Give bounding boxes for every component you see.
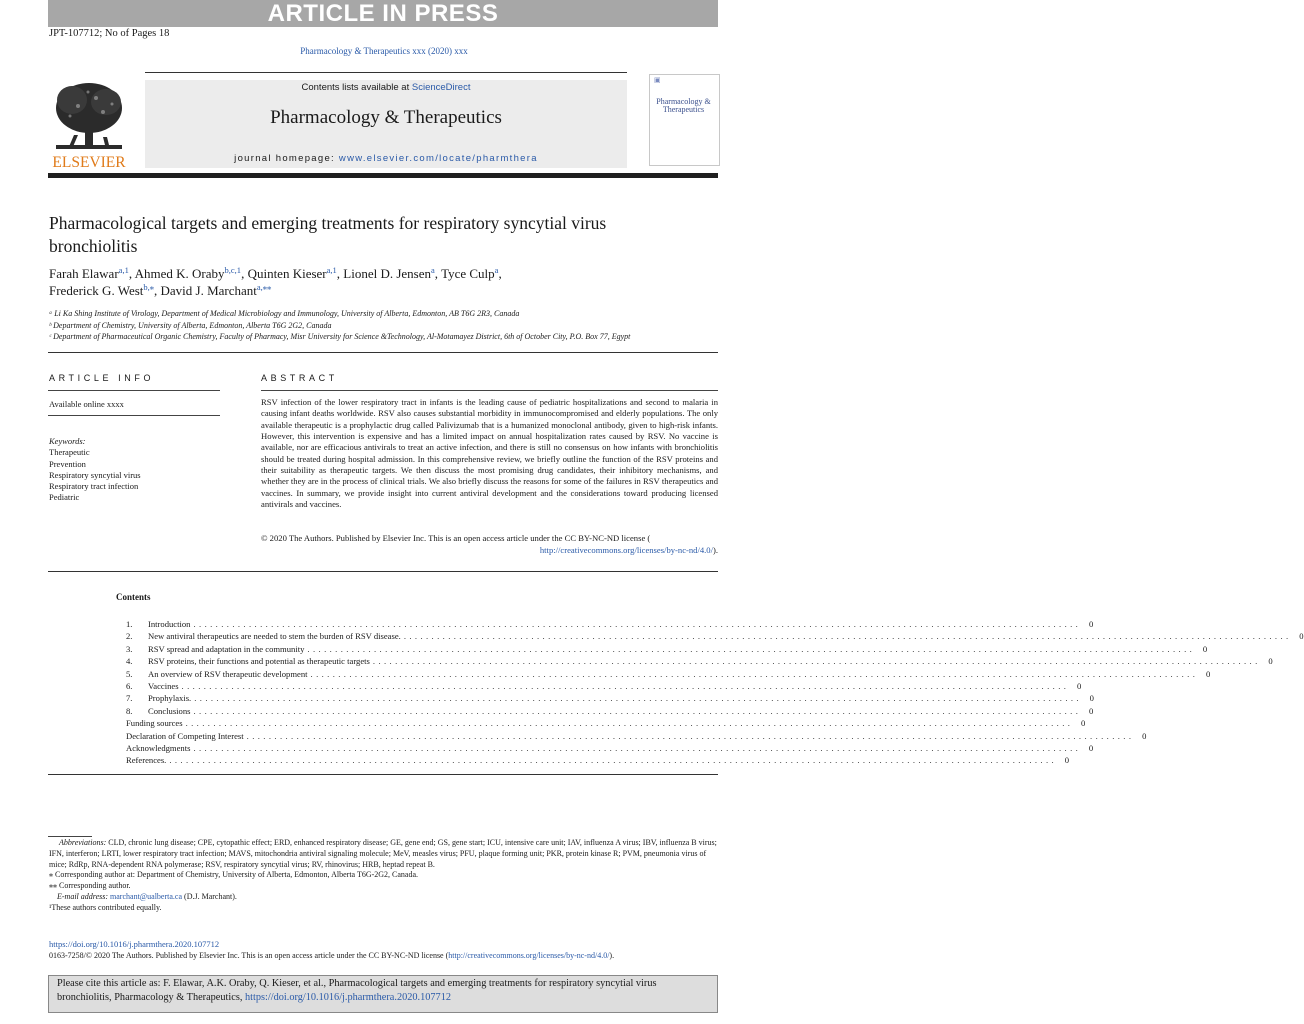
- toc-leader-dots: ................................................................................................................................................................: [307, 643, 1196, 654]
- toc-entry-number: 5.: [126, 668, 133, 679]
- author-name[interactable]: Lionel D. Jensen: [343, 266, 432, 281]
- toc-entry-label[interactable]: Vaccines: [148, 680, 179, 691]
- keyword: Respiratory syncytial virus: [49, 469, 141, 480]
- toc-entry-label[interactable]: Declaration of Competing Interest: [126, 730, 244, 741]
- toc-entry[interactable]: [126, 643, 1208, 656]
- toc-leader-dots: ................................................................................................................................................................: [193, 705, 1082, 716]
- toc-entry-page: 0: [1205, 668, 1211, 679]
- toc-leader-dots: ................................................................................................................................................................: [246, 730, 1135, 741]
- toc-leader-dots: ................................................................................................................................................................: [372, 656, 1261, 667]
- toc-entry-number: 4.: [126, 656, 133, 667]
- header-top-rule: [145, 72, 627, 73]
- journal-cover-thumbnail[interactable]: [649, 74, 720, 166]
- toc-entry-number: 8.: [126, 705, 133, 716]
- article-title: Pharmacological targets and emerging treatments for respiratory syncytial virus bronchiolitis: [49, 213, 607, 256]
- toc-leader-dots: ................................................................................................................................................................: [185, 718, 1074, 729]
- elsevier-tree-logo[interactable]: [48, 78, 130, 170]
- toc-entry-number: 2.: [126, 631, 133, 642]
- toc-entry-label[interactable]: Funding sources: [126, 718, 183, 729]
- toc-entry-number: 3.: [126, 643, 133, 654]
- toc-entry-page: 0: [1088, 619, 1094, 629]
- toc-entry-page: 0: [1088, 742, 1094, 753]
- author-affiliation-marker[interactable]: a: [431, 265, 435, 275]
- keyword: Respiratory tract infection: [49, 481, 139, 492]
- email-footnote: [49, 892, 719, 903]
- article-in-press-label: ARTICLE IN PRESS: [267, 0, 499, 27]
- affiliation: ᶜ Department of Pharmaceutical Organic Chemistry, Faculty of Pharmacy, Misr University for Science &Technology, Al-Motamayez District, 6th of October City, P.O. Box 77, Egypt: [49, 332, 631, 341]
- author-list: [49, 265, 689, 299]
- keyword: Therapeutic: [49, 447, 90, 458]
- keyword: Pediatric: [49, 492, 80, 503]
- toc-leader-dots: ................................................................................................................................................................: [310, 668, 1199, 679]
- homepage-prefix: journal homepage:: [234, 153, 339, 164]
- abbreviations-text: CLD, chronic lung disease; CPE, cytopathic effect; ERD, enhanced respiratory disease; GE, gene end; GS, gene start; ICU, intensive care unit; IAV, influenza A virus; IBV, influenza B virus; IFN, interferon; LRTI, lower respiratory tract infection; MAVS, mitochondria antiviral signaling molecule; MeV, measles virus; PFU, plaque forming unit; PKR, protein kinase R; PVM, pneumonia virus of mice; RdRp, RNA-dependent RNA polymerase; RSV, respiratory syncytial virus; RV, rhinovirus; HRB, heptad repeat B.: [49, 838, 717, 869]
- abbreviations-label: Abbreviations:: [59, 838, 107, 847]
- author-name[interactable]: Ahmed K. Oraby: [134, 266, 225, 281]
- toc-entry-page: 0: [1089, 693, 1094, 704]
- section-rule: [48, 774, 718, 775]
- footnote-rule: [48, 836, 92, 837]
- abstract-body: RSV infection of the lower respiratory tract in infants is the leading cause of pediatric hospitalizations and second to malaria in causing infant deaths worldwide. RSV also causes substantial morbidity in immunocompromised and elderly populations. The only available therapeutic is a prophylactic drug called Palivizumab that is a humanized monoclonal antibody, given to high-risk infants. However, this intervention is expensive and has a limited impact on annual hospitalization rates caused by RSV. No vaccine is available, nor are efficacious antivirals to treat an active infection, and there is still no consensus on how infants with bronchiolitis should be treated during hospital admission. In this comprehensive review, we briefly outline the function of the RSV proteins and their suitability as therapeutic targets. We then discuss the most promising drug candidates, their inhibitory mechanisms, and whether they are in the process of clinical trials. We also briefly discuss the reasons for some of the failures in RSV therapeutics and vaccines. In summary, we provide insight into current antiviral development and the considerations toward producing licensed antivirals and vaccines.: [261, 397, 718, 510]
- email-suffix: (D.J. Marchant).: [182, 891, 237, 901]
- affiliation: ᵇ Department of Chemistry, University of Alberta, Edmonton, Alberta T6G 2G2, Canada: [49, 320, 332, 330]
- toc-entry-label[interactable]: Introduction: [148, 619, 191, 629]
- citation-text: [57, 977, 712, 1005]
- author-name[interactable]: Frederick G. West: [49, 283, 144, 298]
- toc-entry[interactable]: [126, 730, 1147, 743]
- journal-homepage-line: [145, 153, 627, 164]
- toc-entry-page: 0: [1081, 718, 1086, 729]
- toc-entry[interactable]: [126, 742, 1094, 755]
- contents-lists-prefix: Contents lists available at: [301, 82, 412, 93]
- author-name[interactable]: Quinten Kieser: [247, 266, 327, 281]
- toc-entry[interactable]: [126, 631, 1304, 643]
- toc-entry-page: 0: [1268, 656, 1273, 667]
- affiliations: [49, 308, 719, 343]
- author-affiliation-marker[interactable]: a,⁎⁎: [256, 282, 272, 292]
- toc-entry-page: 0: [1202, 643, 1208, 654]
- email-link[interactable]: marchant@ualberta.ca: [110, 891, 183, 901]
- issn-suffix: ).: [609, 951, 615, 960]
- contents-heading: Contents: [116, 592, 151, 602]
- author-separator: ,: [498, 266, 502, 281]
- footnotes: [49, 838, 719, 914]
- section-rule: [48, 352, 718, 353]
- toc-entry[interactable]: [126, 705, 1094, 718]
- toc-entry-page: 0: [1299, 631, 1304, 642]
- toc-entry-label[interactable]: Acknowledgments: [126, 742, 191, 753]
- author-separator: ,: [434, 266, 442, 281]
- license-close: ).: [712, 545, 718, 555]
- journal-citation-link[interactable]: Pharmacology & Therapeutics xxx (2020) xxx: [300, 46, 468, 56]
- toc-leader-dots: ................................................................................................................................................................: [193, 742, 1082, 753]
- author-affiliation-marker[interactable]: b,c,1: [224, 265, 242, 275]
- toc-entry-label[interactable]: New antiviral therapeutics are needed to stem the burden of RSV disease.: [148, 631, 401, 642]
- keywords-label: Keywords:: [49, 436, 86, 446]
- corresponding-author-1: ⁎ Corresponding author at: Department of Chemistry, University of Alberta, Edmonton, Alberta T6G-2G2, Canada.: [49, 870, 419, 880]
- email-label: E-mail address:: [57, 891, 111, 901]
- abbreviations-footnote: [49, 838, 719, 870]
- toc-entry-page: 0: [1088, 705, 1094, 716]
- keywords-block: [49, 436, 141, 504]
- abstract-copyright: © 2020 The Authors. Published by Elsevier Inc. This is an open access article under the CC BY-NC-ND license (: [261, 533, 651, 543]
- homepage-link[interactable]: www.elsevier.com/locate/pharmthera: [338, 153, 538, 164]
- author-separator: ,: [154, 283, 161, 298]
- available-online: Available online xxxx: [49, 399, 124, 409]
- issn-line: [49, 951, 719, 960]
- toc-entry-page: 0: [1077, 680, 1082, 691]
- toc-entry-label[interactable]: References.: [126, 755, 167, 766]
- issn-prefix: 0163-7258/© 2020 The Authors. Published by Elsevier Inc. This is an open access article under the CC BY-NC-ND license (: [49, 951, 449, 960]
- elsevier-wordmark: ELSEVIER: [52, 154, 126, 171]
- author-affiliation-marker[interactable]: b,⁎: [143, 282, 155, 292]
- contents-lists-line: [145, 82, 627, 93]
- toc-entry-label[interactable]: Conclusions: [148, 705, 191, 716]
- author-name[interactable]: David J. Marchant: [160, 283, 257, 298]
- corresponding-author-2: ⁎⁎ Corresponding author.: [49, 881, 131, 891]
- toc-entry-number: 7.: [126, 693, 133, 704]
- toc-leader-dots: ................................................................................................................................................................: [193, 619, 1082, 629]
- toc-entry[interactable]: [126, 718, 1086, 730]
- author-name[interactable]: Farah Elawar: [49, 266, 119, 281]
- toc-leader-dots: ................................................................................................................................................................: [181, 680, 1070, 691]
- toc-entry[interactable]: [126, 656, 1273, 668]
- abstract-heading: ABSTRACT: [261, 373, 338, 383]
- equal-contribution-note: ¹These authors contributed equally.: [49, 902, 162, 912]
- toc-entry[interactable]: [126, 755, 1070, 767]
- header-bottom-rule: [48, 173, 718, 178]
- author-affiliation-marker[interactable]: a: [494, 265, 499, 275]
- toc-entry-number: 6.: [126, 680, 133, 691]
- doi-link[interactable]: https://doi.org/10.1016/j.pharmthera.2020.107712: [49, 939, 220, 949]
- article-info-rule: [48, 415, 220, 416]
- cover-emblem-icon: ▣: [654, 76, 661, 84]
- toc-entry-label[interactable]: RSV proteins, their functions and potential as therapeutic targets: [148, 656, 370, 667]
- journal-title: Pharmacology & Therapeutics: [270, 107, 502, 128]
- author-separator: ,: [128, 266, 135, 281]
- abstract-license-line: [261, 545, 718, 555]
- license-link[interactable]: http://creativecommons.org/licenses/by-nc-nd/4.0/: [539, 545, 713, 555]
- toc-entry[interactable]: [126, 680, 1082, 693]
- keywords-list: [49, 447, 141, 503]
- abstract-rule: [261, 390, 718, 391]
- issn-license-link[interactable]: http://creativecommons.org/licenses/by-nc-nd/4.0/: [448, 951, 610, 960]
- citation-doi-link[interactable]: https://doi.org/10.1016/j.pharmthera.2020.107712: [244, 992, 452, 1003]
- section-rule: [48, 571, 718, 572]
- article-id: JPT-107712; No of Pages 18: [49, 28, 170, 39]
- toc-leader-dots: ................................................................................................................................................................: [403, 631, 1292, 642]
- author-affiliation-marker[interactable]: a,1: [118, 265, 129, 275]
- author-separator: ,: [336, 266, 344, 281]
- author-name[interactable]: Tyce Culp: [441, 266, 495, 281]
- toc-entry[interactable]: [126, 693, 1094, 705]
- toc-leader-dots: ................................................................................................................................................................: [169, 755, 1058, 766]
- author-separator: ,: [241, 266, 248, 281]
- toc-entry[interactable]: [126, 668, 1211, 681]
- toc-entry-number: 1.: [126, 619, 133, 629]
- toc-entry-page: 0: [1064, 755, 1070, 766]
- toc-leader-dots: ................................................................................................................................................................: [194, 693, 1082, 704]
- cover-journal-name: Pharmacology & Therapeutics: [656, 97, 711, 115]
- toc-entry-label[interactable]: An overview of RSV therapeutic development: [148, 668, 308, 679]
- toc-entry-label[interactable]: RSV spread and adaptation in the community: [148, 643, 305, 654]
- keyword: Prevention: [49, 458, 86, 469]
- toc-entry-label[interactable]: Prophylaxis.: [148, 693, 192, 704]
- sciencedirect-link[interactable]: ScienceDirect: [411, 82, 471, 93]
- author-affiliation-marker[interactable]: a,1: [326, 265, 337, 275]
- article-info-heading: ARTICLE INFO: [49, 373, 155, 383]
- article-info-rule: [48, 390, 220, 391]
- toc-entry-page: 0: [1142, 730, 1147, 741]
- citation-prefix: Please cite this article as: F. Elawar, A.K. Oraby, Q. Kieser, et al., Pharmacological targets and emerging treatments for respiratory syncytial virus bronchiolitis, Pharmacology & Therapeutics,: [57, 978, 657, 1003]
- table-of-contents: [126, 619, 1304, 768]
- affiliation: ᵃ Li Ka Shing Institute of Virology, Department of Medical Microbiology and Immunology, University of Alberta, Edmonton, AB T6G 2R3, Canada: [49, 309, 520, 318]
- toc-entry[interactable]: [126, 619, 1094, 631]
